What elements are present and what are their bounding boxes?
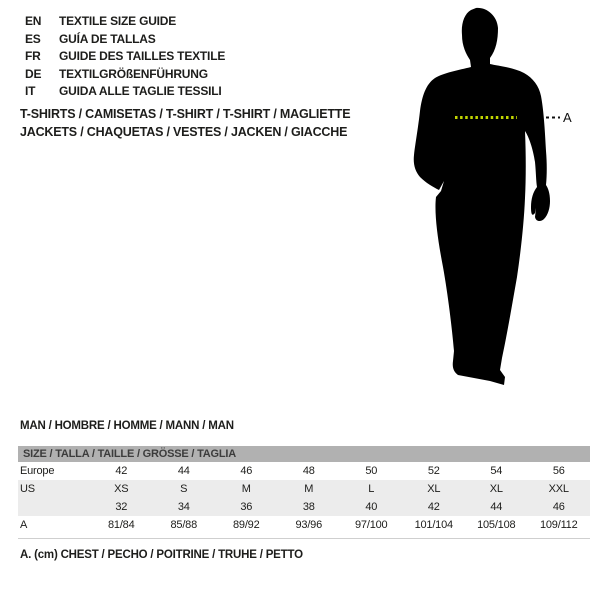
size-cell: 89/92 — [232, 519, 260, 531]
measure-label-a: A — [563, 110, 572, 125]
size-cell: 50 — [365, 465, 378, 477]
language-code: EN — [25, 14, 42, 28]
size-cell: XL — [489, 483, 503, 495]
language-label: GUIDA ALLE TAGLIE TESSILI — [59, 84, 222, 98]
category-tshirts: T-SHIRTS / CAMISETAS / T-SHIRT / T-SHIRT / MAGLIETTE — [20, 107, 351, 121]
size-cell: 34 — [177, 501, 190, 513]
size-cell: M — [304, 483, 314, 495]
garment-categories — [20, 105, 350, 141]
size-cell: 93/96 — [295, 519, 323, 531]
table-row-europe — [18, 462, 590, 480]
row-label — [18, 498, 90, 516]
size-cell: 54 — [490, 465, 503, 477]
size-table — [18, 446, 590, 534]
man-silhouette — [414, 8, 550, 385]
language-code: IT — [25, 84, 36, 98]
size-cell: 109/112 — [539, 519, 578, 531]
size-cell: 85/88 — [170, 519, 198, 531]
table-row-uk — [18, 498, 590, 516]
language-row-it — [25, 83, 225, 101]
size-cell: XL — [427, 483, 441, 495]
size-cell: XS — [114, 483, 129, 495]
table-row-us — [18, 480, 590, 498]
size-cell: 52 — [427, 465, 440, 477]
size-cell: 105/108 — [477, 519, 516, 531]
language-row-es — [25, 31, 225, 49]
row-label: US — [20, 483, 35, 495]
language-label: GUIDE DES TAILLES TEXTILE — [59, 49, 226, 63]
language-code: DE — [25, 66, 42, 81]
size-cell: 46 — [552, 501, 565, 513]
size-cell: 48 — [302, 465, 315, 477]
size-cell: 42 — [115, 465, 128, 477]
language-code: ES — [25, 31, 41, 46]
size-cell: 40 — [365, 501, 378, 513]
size-cell: XXL — [548, 483, 569, 495]
language-label: TEXTILGRÖßENFÜHRUNG — [59, 66, 208, 81]
size-cell: 97/100 — [355, 519, 388, 531]
size-cell: 46 — [240, 465, 253, 477]
language-label: GUÍA DE TALLAS — [59, 31, 156, 46]
language-row-en — [25, 13, 225, 31]
language-code: FR — [25, 49, 41, 63]
section-title-man: MAN / HOMBRE / HOMME / MANN / MAN — [20, 420, 234, 432]
size-cell: L — [368, 483, 375, 495]
size-cell: 44 — [177, 465, 190, 477]
language-row-fr — [25, 48, 225, 66]
man-silhouette-figure — [390, 0, 600, 400]
size-cell: 81/84 — [107, 519, 135, 531]
language-row-de — [25, 66, 225, 84]
language-list — [25, 13, 225, 101]
category-jackets: JACKETS / CHAQUETAS / VESTES / JACKEN / GIACCHE — [20, 125, 348, 139]
language-label: TEXTILE SIZE GUIDE — [59, 14, 177, 28]
row-label: A — [20, 519, 28, 531]
size-cell: 44 — [490, 501, 503, 513]
size-cell: S — [180, 483, 188, 495]
size-table-header: SIZE / TALLA / TAILLE / GRÖSSE / TAGLIA — [18, 446, 590, 462]
measurement-footnote: A. (cm) CHEST / PECHO / POITRINE / TRUHE / PETTO — [20, 549, 303, 561]
size-cell: 42 — [427, 501, 440, 513]
size-cell: 32 — [115, 501, 128, 513]
row-label: Europe — [20, 465, 55, 477]
size-cell: 56 — [552, 465, 565, 477]
size-cell: 36 — [240, 501, 253, 513]
size-cell: 38 — [302, 501, 315, 513]
size-cell: 101/104 — [414, 519, 453, 531]
table-row-chest-a — [18, 516, 590, 534]
size-cell: M — [241, 483, 251, 495]
table-bottom-rule — [18, 538, 590, 539]
